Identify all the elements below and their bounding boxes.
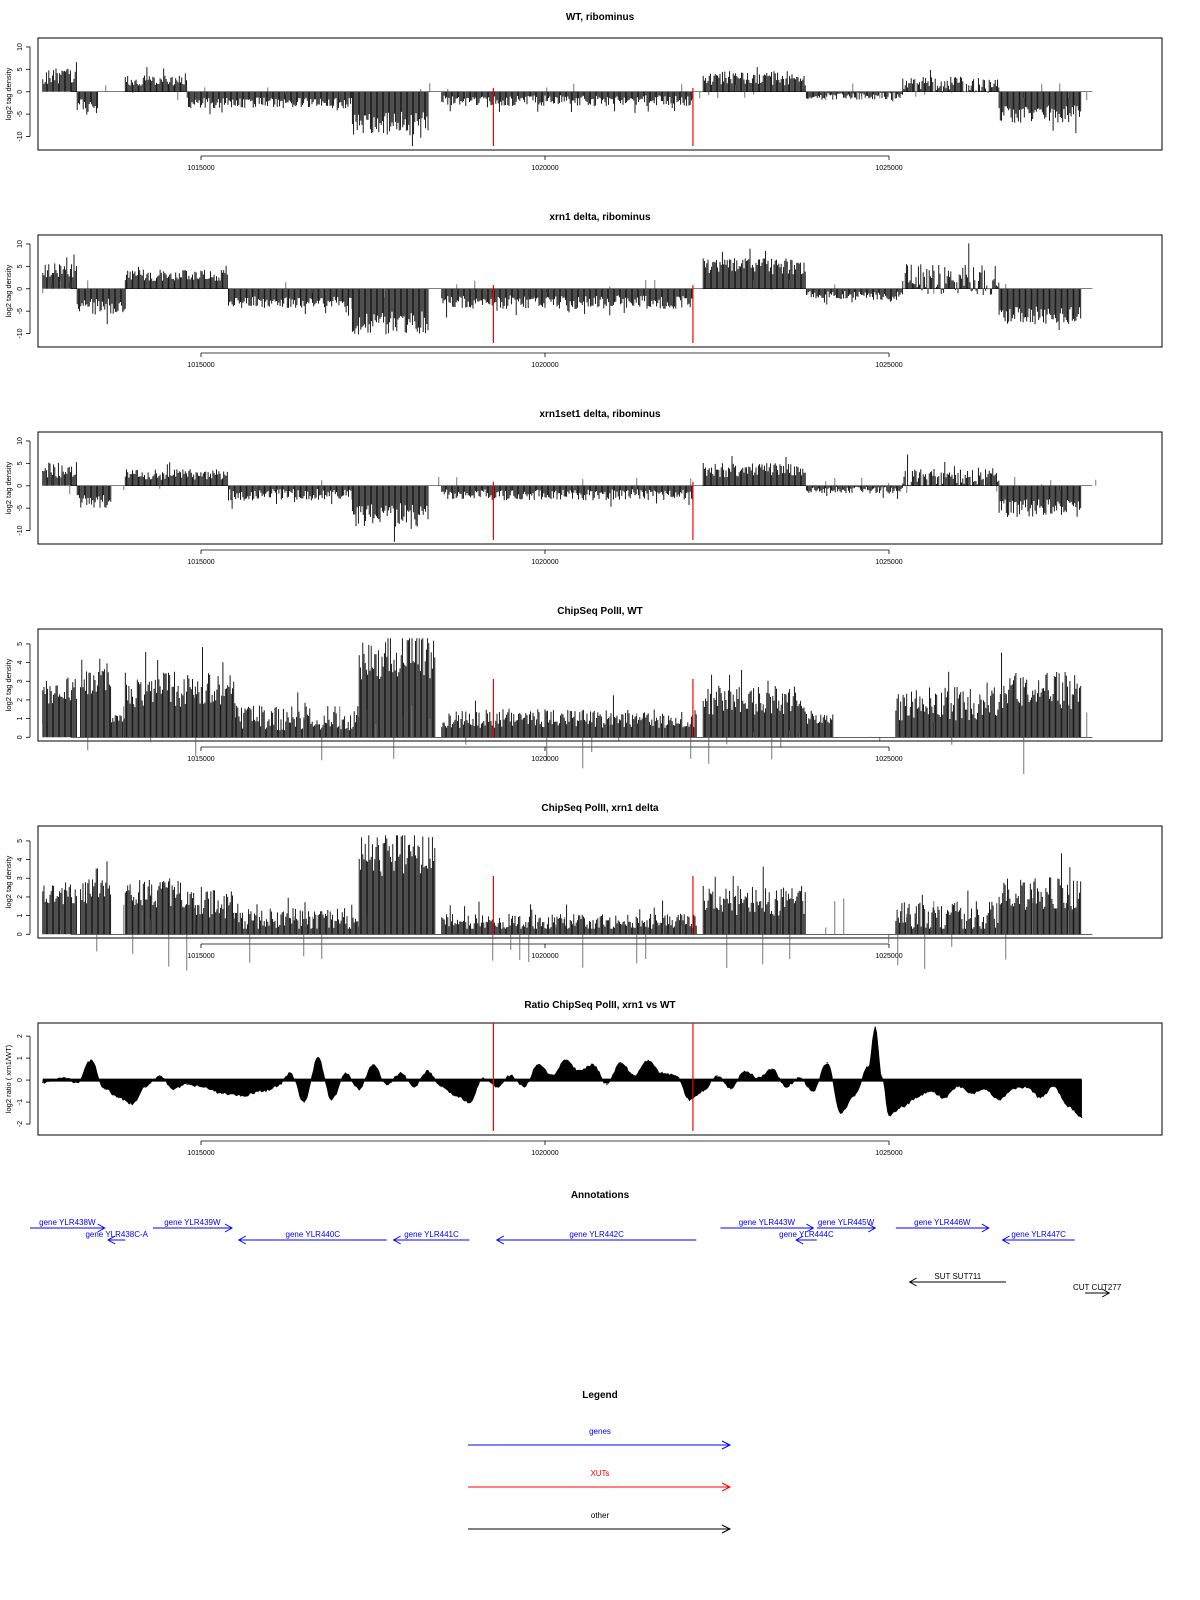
y-tick-label: -5 (16, 505, 24, 512)
ratio-point (675, 1075, 676, 1076)
y-tick-label: 0 (16, 735, 24, 740)
y-tick-label: -2 (16, 1120, 24, 1128)
y-tick-label: 5 (16, 461, 24, 466)
ratio-point (90, 1060, 91, 1061)
annotation-label: gene YLR445W (817, 1218, 875, 1227)
ratio-point (276, 1086, 277, 1087)
ratio-point (173, 1088, 174, 1089)
ratio-point (510, 1075, 511, 1076)
ratio-point (840, 1112, 841, 1113)
ratio-point (875, 1027, 876, 1028)
ratio-point (1067, 1106, 1068, 1107)
annotation-label: gene YLR447C (1011, 1230, 1066, 1239)
ratio-point (661, 1073, 662, 1074)
annotation-label: gene YLR441C (404, 1230, 459, 1239)
ratio-point (813, 1091, 814, 1092)
y-tick-label: 10 (16, 240, 24, 248)
ratio-point (242, 1095, 243, 1096)
x-tick-label: 1015000 (187, 362, 215, 369)
y-tick-label: -5 (16, 308, 24, 315)
ratio-point (930, 1091, 931, 1092)
annotation-label: gene YLR443W (738, 1218, 796, 1227)
y-tick-label: 5 (16, 641, 24, 646)
ratio-point (827, 1062, 828, 1063)
y-tick-label: 0 (16, 932, 24, 937)
ratio-point (538, 1064, 539, 1065)
y-axis-label: log2 tag density (3, 855, 13, 909)
y-tick-label: 0 (16, 286, 24, 291)
ratio-point (689, 1099, 690, 1100)
y-tick-label: -10 (16, 525, 24, 536)
x-tick-label: 1020000 (531, 953, 559, 960)
annotation-label: CUT CUT277 (1072, 1283, 1122, 1292)
y-axis-label: log2 tag density (3, 67, 13, 121)
y-axis-label: log2 ratio ( xrn1/WT) (3, 1044, 13, 1114)
ratio-point (854, 1095, 855, 1096)
x-tick-label: 1015000 (187, 165, 215, 172)
x-tick-label: 1020000 (531, 756, 559, 763)
ratio-point (868, 1066, 869, 1067)
ratio-point (386, 1084, 387, 1085)
y-tick-label: -5 (16, 111, 24, 118)
y-tick-label: -1 (16, 1098, 24, 1106)
y-tick-label: 3 (16, 876, 24, 881)
ratio-point (63, 1077, 64, 1078)
y-tick-label: 0 (16, 89, 24, 94)
ratio-point (565, 1060, 566, 1061)
ratio-point (42, 1082, 43, 1083)
ratio-point (1012, 1088, 1013, 1089)
y-axis-label: log2 tag density (3, 461, 13, 515)
ratio-point (372, 1064, 373, 1065)
ratio-point (985, 1088, 986, 1089)
ratio-point (1026, 1086, 1027, 1087)
ratio-point (1040, 1097, 1041, 1098)
x-tick-label: 1015000 (187, 559, 215, 566)
chart-title: xrn1 delta, ribominus (549, 212, 651, 223)
ratio-point (331, 1099, 332, 1100)
ratio-point (496, 1086, 497, 1087)
annotation-label: gene YLR438C-A (85, 1230, 149, 1239)
ratio-point (606, 1084, 607, 1085)
ratio-point (703, 1091, 704, 1092)
ratio-point (799, 1077, 800, 1078)
ratio-point (648, 1060, 649, 1061)
x-tick-label: 1020000 (531, 165, 559, 172)
chart-title: ChipSeq PolII, WT (557, 606, 643, 617)
y-tick-label: 4 (16, 660, 24, 665)
y-tick-label: 1 (16, 1056, 24, 1061)
annotation-label: gene YLR439W (164, 1218, 221, 1227)
ratio-point (888, 1115, 889, 1116)
x-tick-label: 1025000 (875, 756, 903, 763)
y-tick-label: 5 (16, 838, 24, 843)
y-tick-label: 1 (16, 913, 24, 918)
ratio-point (77, 1082, 78, 1083)
ratio-point (427, 1071, 428, 1072)
ratio-point (159, 1075, 160, 1076)
ratio-point (593, 1064, 594, 1065)
annotation-label: gene YLR444C (779, 1230, 834, 1239)
x-tick-label: 1015000 (187, 1150, 215, 1157)
x-tick-label: 1020000 (531, 559, 559, 566)
x-tick-label: 1015000 (187, 953, 215, 960)
ratio-point (916, 1097, 917, 1098)
ratio-point (579, 1071, 580, 1072)
ratio-point (483, 1077, 484, 1078)
y-tick-label: 10 (16, 437, 24, 445)
ratio-point (620, 1062, 621, 1063)
ratio-point (414, 1086, 415, 1087)
x-tick-label: 1020000 (531, 362, 559, 369)
y-tick-label: 5 (16, 67, 24, 72)
ratio-point (469, 1102, 470, 1103)
ratio-area (43, 1027, 1082, 1118)
ratio-point (999, 1099, 1000, 1100)
ratio-point (104, 1088, 105, 1089)
legend-label: XUTs (590, 1469, 610, 1478)
y-tick-label: 2 (16, 1034, 24, 1039)
y-tick-label: 4 (16, 857, 24, 862)
x-tick-label: 1025000 (875, 362, 903, 369)
annotations-title: Annotations (570, 1190, 630, 1201)
annotation-label: gene YLR446W (914, 1218, 971, 1227)
y-axis-label: log2 tag density (3, 264, 13, 318)
y-tick-label: 3 (16, 679, 24, 684)
x-tick-label: 1020000 (531, 1150, 559, 1157)
ratio-point (455, 1095, 456, 1096)
ratio-point (524, 1086, 525, 1087)
ratio-point (882, 1077, 883, 1078)
ratio-point (262, 1091, 263, 1092)
y-tick-label: 10 (16, 43, 24, 51)
ratio-point (400, 1073, 401, 1074)
ratio-point (971, 1093, 972, 1094)
ratio-point (1054, 1086, 1055, 1087)
ratio-point (771, 1069, 772, 1070)
ratio-point (943, 1097, 944, 1098)
y-tick-label: 1 (16, 716, 24, 721)
legend-title: Legend (582, 1390, 618, 1401)
annotation-label: gene YLR438W (39, 1218, 96, 1227)
ratio-point (957, 1086, 958, 1087)
y-tick-label: -10 (16, 131, 24, 142)
ratio-point (132, 1104, 133, 1105)
ratio-point (187, 1084, 188, 1085)
ratio-point (716, 1075, 717, 1076)
x-tick-label: 1025000 (875, 953, 903, 960)
annotation-label: gene YLR440C (285, 1230, 341, 1239)
chart-title: WT, ribominus (565, 12, 635, 23)
annotation-label: gene YLR442C (569, 1230, 624, 1239)
y-tick-label: 0 (16, 483, 24, 488)
ratio-point (359, 1088, 360, 1089)
x-tick-label: 1015000 (187, 756, 215, 763)
ratio-point (758, 1077, 759, 1078)
x-tick-label: 1025000 (875, 1150, 903, 1157)
x-tick-label: 1025000 (875, 165, 903, 172)
ratio-point (290, 1073, 291, 1074)
ratio-point (200, 1086, 201, 1087)
ratio-point (634, 1075, 635, 1076)
y-tick-label: 0 (16, 1078, 24, 1083)
ratio-point (730, 1088, 731, 1089)
ratio-point (441, 1086, 442, 1087)
ratio-point (221, 1093, 222, 1094)
ratio-point (118, 1097, 119, 1098)
ratio-point (902, 1106, 903, 1107)
ratio-point (145, 1086, 146, 1087)
chart-title: ChipSeq PolII, xrn1 delta (541, 803, 659, 814)
legend-label: other (590, 1511, 610, 1520)
y-axis-label: log2 tag density (3, 658, 13, 712)
x-tick-label: 1025000 (875, 559, 903, 566)
y-tick-label: 2 (16, 894, 24, 899)
chart-title: Ratio ChipSeq PolII, xrn1 vs WT (524, 1000, 676, 1011)
chart-title: xrn1set1 delta, ribominus (539, 409, 661, 420)
y-tick-label: 2 (16, 697, 24, 702)
annotation-label: SUT SUT711 (934, 1272, 982, 1281)
ratio-point (345, 1073, 346, 1074)
ratio-point (317, 1058, 318, 1059)
ratio-point (785, 1086, 786, 1087)
ratio-point (744, 1071, 745, 1072)
y-tick-label: 5 (16, 264, 24, 269)
ratio-point (304, 1102, 305, 1103)
ratio-point (551, 1075, 552, 1076)
y-tick-label: -10 (16, 328, 24, 339)
legend-label: genes (589, 1427, 611, 1436)
ratio-point (1081, 1117, 1082, 1118)
